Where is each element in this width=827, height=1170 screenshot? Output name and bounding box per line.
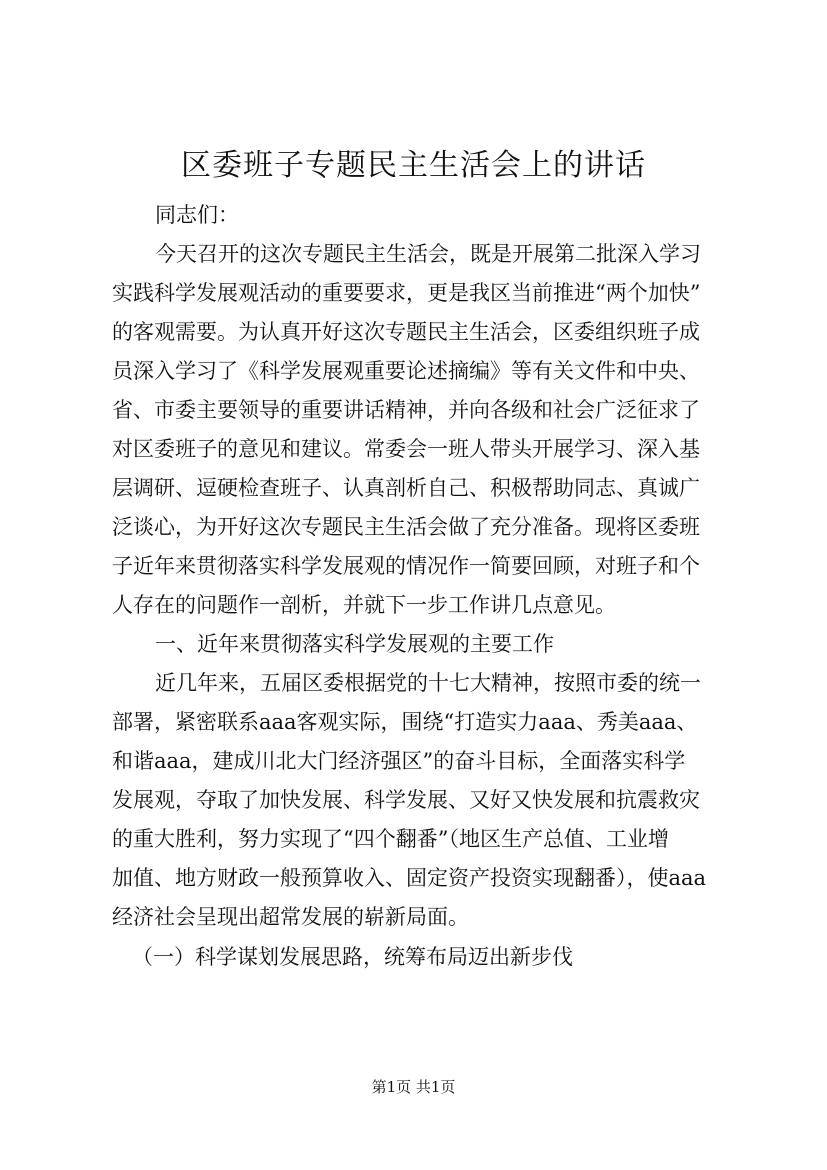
body-line-14: 发展观，夺取了加快发展、科学发展、又好又快发展和抗震救灾 bbox=[112, 788, 700, 812]
section-heading-1: 一、近年来贯彻落实科学发展观的主要工作 bbox=[155, 632, 554, 656]
body-line-3: 的客观需要。为认真开好这次专题民主生活会，区委组织班子成 bbox=[112, 320, 700, 344]
body-line-11: 近几年来，五届区委根据党的十七大精神，按照市委的统一 bbox=[155, 671, 701, 695]
body-line-10: 人存在的问题作一剖析，并就下一步工作讲几点意见。 bbox=[112, 593, 616, 617]
body-line-9: 子近年来贯彻落实科学发展观的情况作一简要回顾，对班子和个 bbox=[112, 554, 700, 578]
body-line-15: 的重大胜利，努力实现了“四个翻番”（地区生产总值、工业增 bbox=[112, 827, 669, 851]
body-line-6: 对区委班子的意见和建议。常委会一班人带头开展学习、深入基 bbox=[112, 437, 700, 461]
subsection-heading-1: （一）科学谋划发展思路，统筹布局迈出新步伐 bbox=[132, 945, 573, 969]
body-line-2: 实践科学发展观活动的重要要求，更是我区当前推进“两个加快” bbox=[112, 281, 701, 305]
salutation: 同志们： bbox=[155, 203, 239, 227]
body-line-13: 和谐aaa，建成川北大门经济强区”的奋斗目标，全面落实科学 bbox=[112, 749, 686, 773]
body-line-17: 经济社会呈现出超常发展的崭新局面。 bbox=[112, 905, 469, 929]
body-line-16: 加值、地方财政一般预算收入、固定资产投资实现翻番），使aaa bbox=[112, 866, 707, 890]
body-line-7: 层调研、逗硬检查班子、认真剖析自己、积极帮助同志、真诚广 bbox=[112, 476, 700, 500]
document-title: 区委班子专题民主生活会上的讲话 bbox=[181, 148, 646, 183]
body-line-5: 省、市委主要领导的重要讲话精神，并向各级和社会广泛征求了 bbox=[112, 398, 700, 422]
body-line-8: 泛谈心，为开好这次专题民主生活会做了充分准备。现将区委班 bbox=[112, 515, 700, 539]
page-footer: 第1页 共1页 bbox=[371, 1078, 456, 1096]
body-line-12: 部署，紧密联系aaa客观实际，围绕“打造实力aaa、秀美aaa、 bbox=[112, 710, 698, 734]
body-line-1: 今天召开的这次专题民主生活会，既是开展第二批深入学习 bbox=[155, 242, 701, 266]
body-line-4: 员深入学习了《科学发展观重要论述摘编》等有关文件和中央、 bbox=[112, 359, 700, 383]
